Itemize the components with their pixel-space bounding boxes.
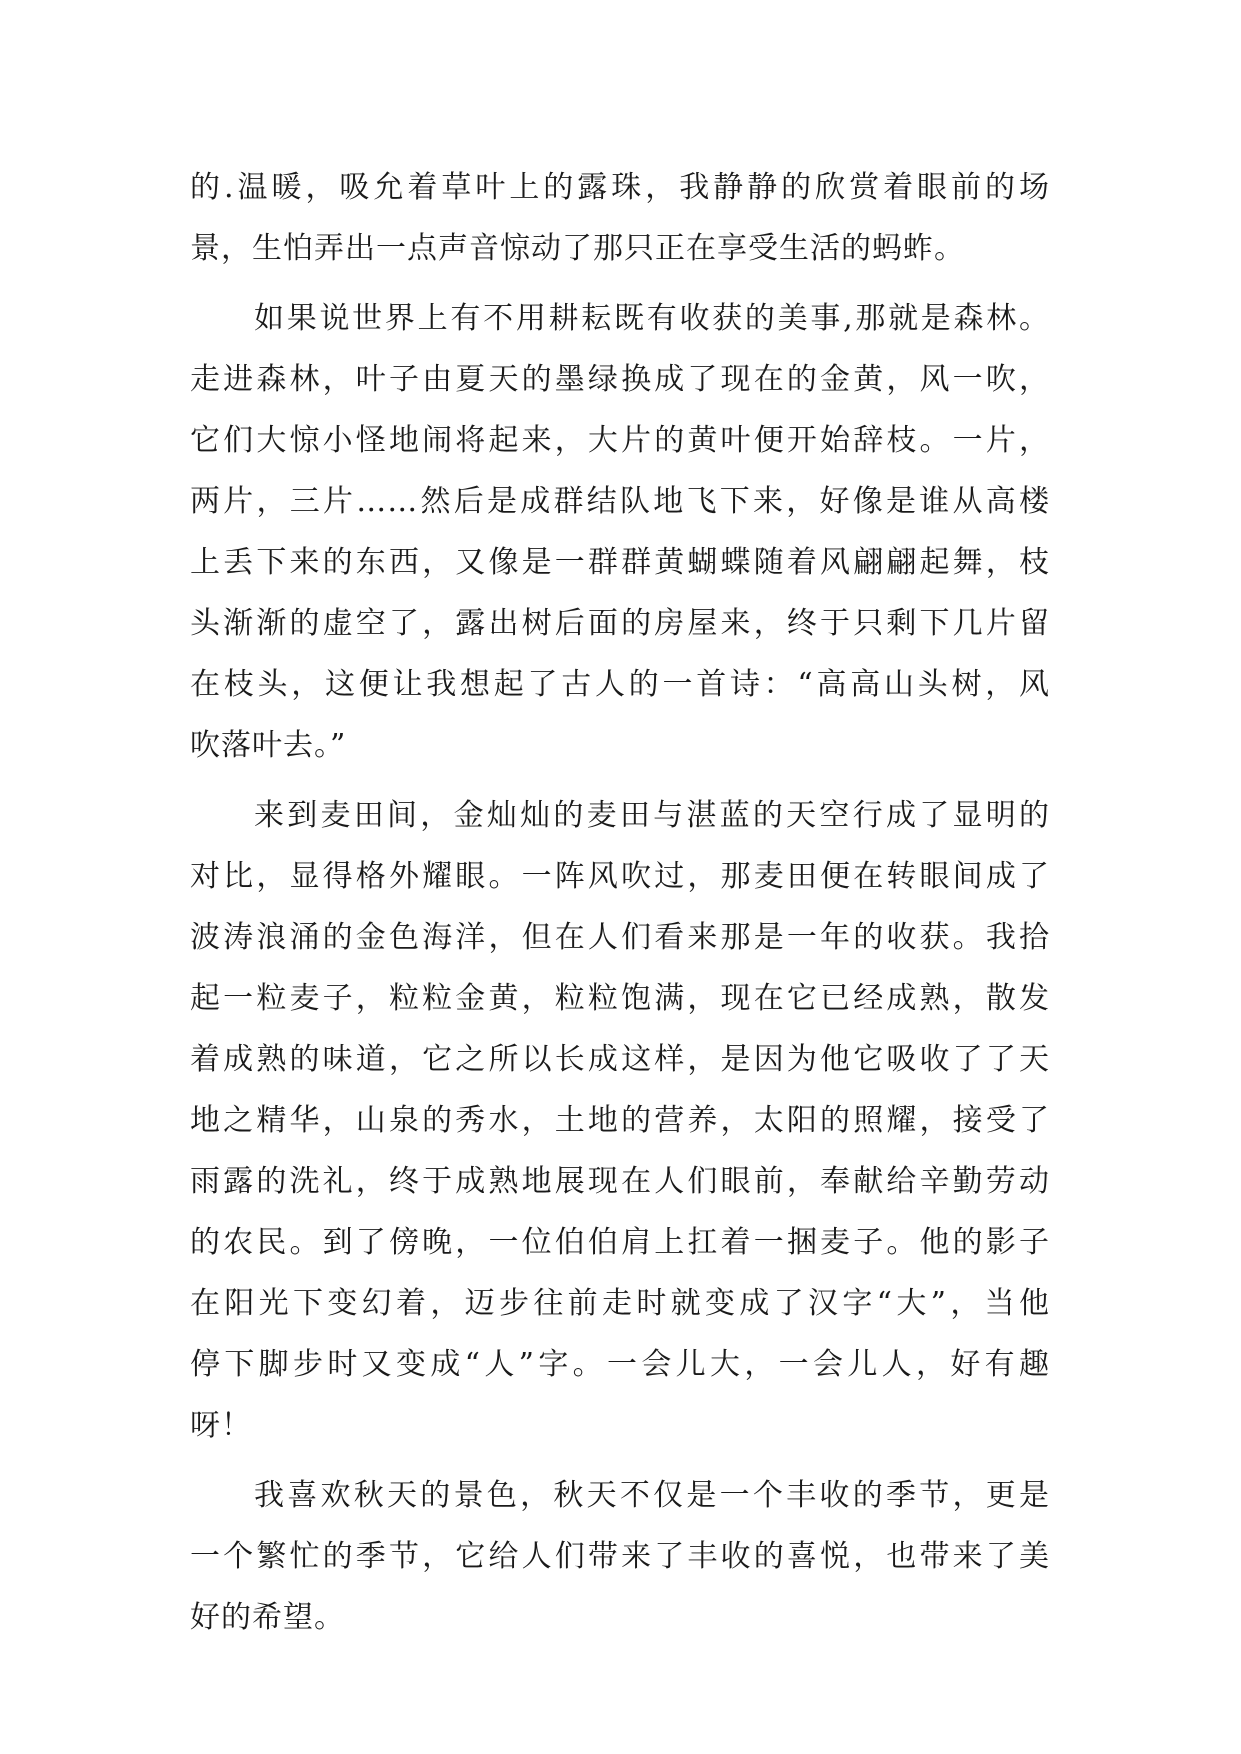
paragraph xyxy=(190,288,1050,776)
essay-body xyxy=(190,157,1050,1648)
paragraph xyxy=(190,157,1050,279)
text-line: 呀！ xyxy=(190,1408,252,1443)
text-line: 在阳光下变幻着，迈步往前走时就变成了汉字“大”，当他 xyxy=(190,1286,1050,1321)
paragraph xyxy=(190,785,1050,1456)
text-line: 起一粒麦子，粒粒金黄，粒粒饱满，现在它已经成熟，散发 xyxy=(190,981,1050,1016)
text-line: 着成熟的味道，它之所以长成这样，是因为他它吸收了了天 xyxy=(190,1042,1050,1077)
text-line: 停下脚步时又变成“人”字。一会儿大，一会儿人，好有趣 xyxy=(190,1347,1050,1382)
text-line: 雨露的洗礼，终于成熟地展现在人们眼前，奉献给辛勤劳动 xyxy=(190,1164,1050,1199)
text-line: 头渐渐的虚空了，露出树后面的房屋来，终于只剩下几片留 xyxy=(190,606,1050,641)
text-line: 吹落叶去。” xyxy=(190,728,347,763)
text-line: 的农民。到了傍晚，一位伯伯肩上扛着一捆麦子。他的影子 xyxy=(190,1225,1050,1260)
text-line: 在枝头，这便让我想起了古人的一首诗：“高高山头树，风 xyxy=(190,667,1050,702)
text-line: 走进森林，叶子由夏天的墨绿换成了现在的金黄，风一吹， xyxy=(190,362,1050,397)
text-line: 它们大惊小怪地闹将起来，大片的黄叶便开始辞枝。一片， xyxy=(190,423,1050,458)
text-line: 如果说世界上有不用耕耘既有收获的美事,那就是森林。 xyxy=(254,301,1050,336)
text-line: 波涛浪涌的金色海洋，但在人们看来那是一年的收获。我拾 xyxy=(190,920,1050,955)
text-line: 好的希望。 xyxy=(190,1600,345,1635)
text-line: 来到麦田间，金灿灿的麦田与湛蓝的天空行成了显明的 xyxy=(254,798,1050,833)
text-line: 对比，显得格外耀眼。一阵风吹过，那麦田便在转眼间成了 xyxy=(190,859,1050,894)
text-line: 我喜欢秋天的景色，秋天不仅是一个丰收的季节，更是 xyxy=(254,1478,1050,1513)
text-line: 景，生怕弄出一点声音惊动了那只正在享受生活的蚂蚱。 xyxy=(190,231,965,266)
text-line: 上丢下来的东西，又像是一群群黄蝴蝶随着风翩翩起舞，枝 xyxy=(190,545,1050,580)
text-line: 地之精华，山泉的秀水，土地的营养，太阳的照耀，接受了 xyxy=(190,1103,1050,1138)
text-line: 的.温暖，吸允着草叶上的露珠，我静静的欣赏着眼前的场 xyxy=(190,170,1050,205)
paragraph xyxy=(190,1465,1050,1648)
text-line: 一个繁忙的季节，它给人们带来了丰收的喜悦，也带来了美 xyxy=(190,1539,1050,1574)
text-line: 两片，三片……然后是成群结队地飞下来，好像是谁从高楼 xyxy=(190,484,1050,519)
